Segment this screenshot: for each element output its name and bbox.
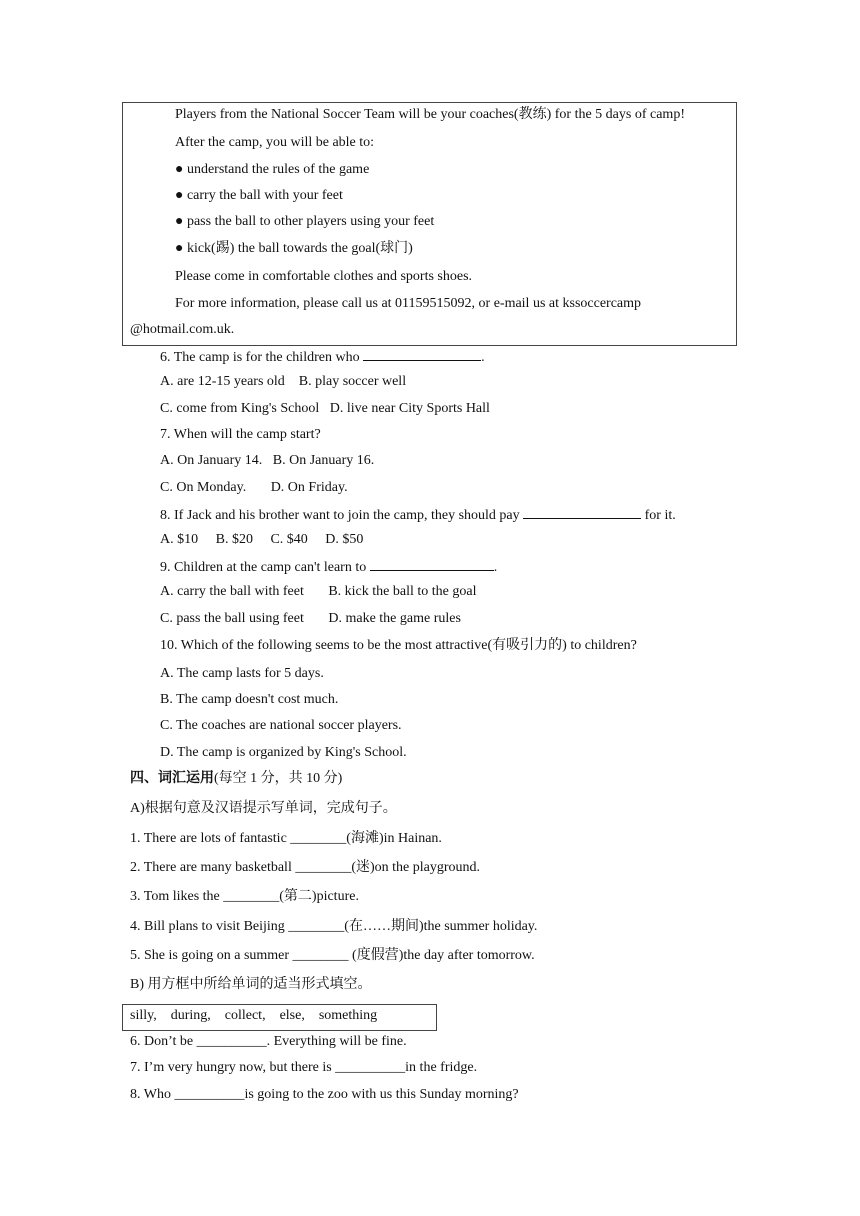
question-8-end: for it. — [641, 508, 676, 523]
part-a-instruction: A)根据句意及汉语提示写单词，完成句子。 — [130, 801, 397, 816]
question-10-option-d: D. The camp is organized by King's School. — [160, 745, 407, 760]
part-b-item-7: 7. I’m very hungry now, but there is __________in the fridge. — [130, 1060, 478, 1075]
question-9-text: 9. Children at the camp can't learn to — [160, 560, 370, 575]
passage-line-coaches: Players from the National Soccer Team will be your coaches(教练) for the 5 days of camp! — [175, 107, 685, 122]
passage-bullet-carry: ● carry the ball with your feet — [175, 188, 343, 203]
question-6-end: . — [481, 350, 485, 365]
question-7: 7. When will the camp start? — [160, 427, 321, 442]
question-8-options: A. $10 B. $20 C. $40 D. $50 — [160, 532, 364, 547]
question-9-options-ab: A. carry the ball with feet B. kick the ball to the goal — [160, 584, 477, 599]
question-9-end: . — [493, 560, 498, 575]
question-10-option-b: B. The camp doesn't cost much. — [160, 692, 339, 707]
part-a-item-3: 3. Tom likes the ________(第二)picture. — [130, 889, 359, 904]
question-7-options-cd: C. On Monday. D. On Friday. — [160, 480, 348, 495]
passage-bullet-rules: ● understand the rules of the game — [175, 162, 370, 177]
question-9 — [160, 557, 497, 577]
question-7-options-ab: A. On January 14. B. On January 16. — [160, 453, 375, 468]
question-6 — [160, 347, 485, 367]
answer-blank[interactable] — [370, 557, 494, 571]
answer-blank[interactable] — [363, 347, 481, 361]
section-4-title: 四、词汇运用 — [130, 771, 214, 786]
part-a-item-4: 4. Bill plans to visit Beijing ________(在……期间)the summer holiday. — [130, 919, 538, 934]
passage-line-after-camp: After the camp, you will be able to: — [175, 135, 375, 150]
part-b-item-6: 6. Don’t be __________. Everything will be fine. — [130, 1034, 407, 1049]
question-8 — [160, 505, 676, 525]
passage-line-clothes: Please come in comfortable clothes and sports shoes. — [175, 269, 473, 284]
question-9-options-cd: C. pass the ball using feet D. make the game rules — [160, 611, 461, 626]
question-6-text: 6. The camp is for the children who — [160, 350, 364, 365]
part-a-item-5: 5. She is going on a summer ________ (度假营)the day after tomorrow. — [130, 948, 535, 963]
section-4-heading — [130, 770, 342, 788]
passage-line-contact: For more information, please call us at 01159515092, or e-mail us at kssoccercamp — [175, 296, 642, 311]
question-10: 10. Which of the following seems to be the most attractive(有吸引力的) to children? — [160, 638, 637, 653]
word-box-words: silly, during, collect, else, something — [130, 1008, 378, 1023]
passage-bullet-pass: ● pass the ball to other players using your feet — [175, 214, 435, 229]
section-4-score-note: (每空 1 分，共 10 分) — [214, 771, 343, 786]
question-10-option-a: A. The camp lasts for 5 days. — [160, 666, 324, 681]
part-a-item-2: 2. There are many basketball ________(迷)on the playground. — [130, 860, 481, 875]
part-b-item-8: 8. Who __________is going to the zoo with us this Sunday morning? — [130, 1087, 519, 1102]
question-8-text: 8. If Jack and his brother want to join the camp, they should pay — [160, 508, 524, 523]
part-a-item-1: 1. There are lots of fantastic ________(海滩)in Hainan. — [130, 831, 442, 846]
part-b-instruction: B) 用方框中所给单词的适当形式填空。 — [130, 977, 372, 992]
question-6-options-cd: C. come from King's School D. live near City Sports Hall — [160, 401, 490, 416]
passage-line-email: @hotmail.com.uk. — [130, 322, 235, 337]
passage-bullet-kick: ● kick(踢) the ball towards the goal(球门) — [175, 241, 413, 256]
question-10-option-c: C. The coaches are national soccer players. — [160, 718, 402, 733]
answer-blank[interactable] — [523, 505, 641, 519]
question-6-options-ab: A. are 12-15 years old B. play soccer well — [160, 374, 407, 389]
